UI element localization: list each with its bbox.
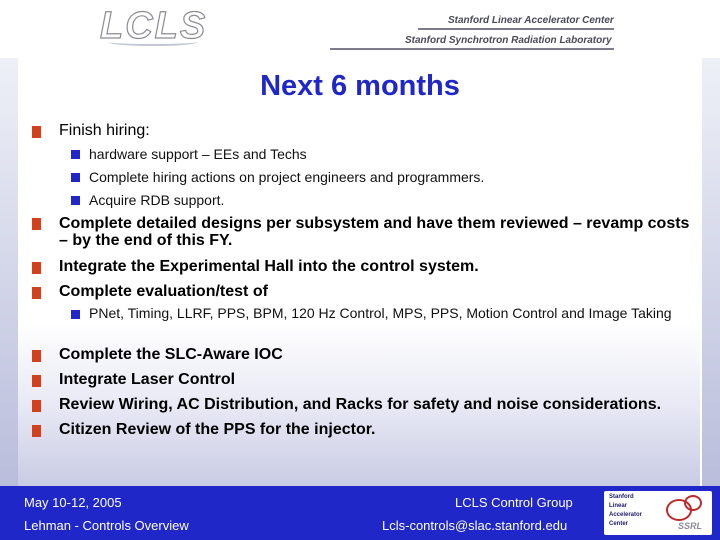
red-square-icon — [32, 425, 41, 437]
header-rule — [330, 48, 614, 50]
footer-author: Lehman - Controls Overview — [24, 518, 189, 533]
bullet-review-wiring: Review Wiring, AC Distribution, and Racks for safety and noise considerations. — [59, 396, 662, 413]
red-square-icon — [32, 262, 41, 274]
logo-ring-icon — [684, 495, 702, 511]
red-square-icon — [32, 126, 41, 138]
bullet-experimental-hall: Integrate the Experimental Hall into the control system. — [59, 258, 479, 275]
sub-bullet-evaluation-list: PNet, Timing, LLRF, PPS, BPM, 120 Hz Control, MPS, PPS, Motion Control and Image Taking — [89, 305, 672, 321]
logo-word: Accelerator — [609, 512, 643, 518]
lcls-logo-swoosh — [108, 38, 198, 46]
red-square-icon — [32, 375, 41, 387]
slide-title: Next 6 months — [260, 70, 460, 102]
red-square-icon — [32, 287, 41, 299]
footer-group: LCLS Control Group — [455, 495, 573, 510]
blue-square-icon — [71, 150, 80, 159]
bullet-detailed-designs: Complete detailed designs per subsystem and have them reviewed – revamp costs – by the end of this FY. — [59, 215, 690, 249]
red-square-icon — [32, 350, 41, 362]
bullet-evaluation: Complete evaluation/test of — [59, 283, 268, 300]
bullet-laser-control: Integrate Laser Control — [59, 371, 236, 388]
org-name-slac: Stanford Linear Accelerator Center — [448, 15, 614, 26]
blue-square-icon — [71, 173, 80, 182]
logo-word: Stanford — [609, 494, 634, 500]
frame-side-left — [0, 58, 18, 486]
blue-square-icon — [71, 310, 80, 319]
slac-ssrl-logo — [604, 491, 712, 535]
red-square-icon — [32, 400, 41, 412]
blue-square-icon — [71, 196, 80, 205]
logo-word: Center — [609, 521, 629, 527]
org-name-ssrl: Stanford Synchrotron Radiation Laboratory — [405, 35, 612, 46]
footer-email: Lcls-controls@slac.stanford.edu — [382, 518, 568, 533]
bullet-finish-hiring: Finish hiring: — [59, 122, 150, 139]
bullet-slc-aware-ioc: Complete the SLC-Aware IOC — [59, 346, 283, 363]
footer-date: May 10-12, 2005 — [24, 495, 122, 510]
red-square-icon — [32, 218, 41, 230]
logo-word: Linear — [609, 503, 628, 509]
frame-side-right — [702, 58, 720, 486]
bullet-citizen-review: Citizen Review of the PPS for the injector. — [59, 421, 376, 438]
sub-bullet-hiring-actions: Complete hiring actions on project engineers and programmers. — [89, 169, 485, 185]
header-rule — [418, 28, 614, 30]
ssrl-logo-tag: SSRL — [678, 521, 703, 531]
lcls-logo: LCLS — [100, 5, 208, 47]
slide-header — [0, 0, 720, 58]
sub-bullet-rdb-support: Acquire RDB support. — [89, 192, 225, 208]
sub-bullet-hardware-support: hardware support – EEs and Techs — [89, 146, 307, 162]
